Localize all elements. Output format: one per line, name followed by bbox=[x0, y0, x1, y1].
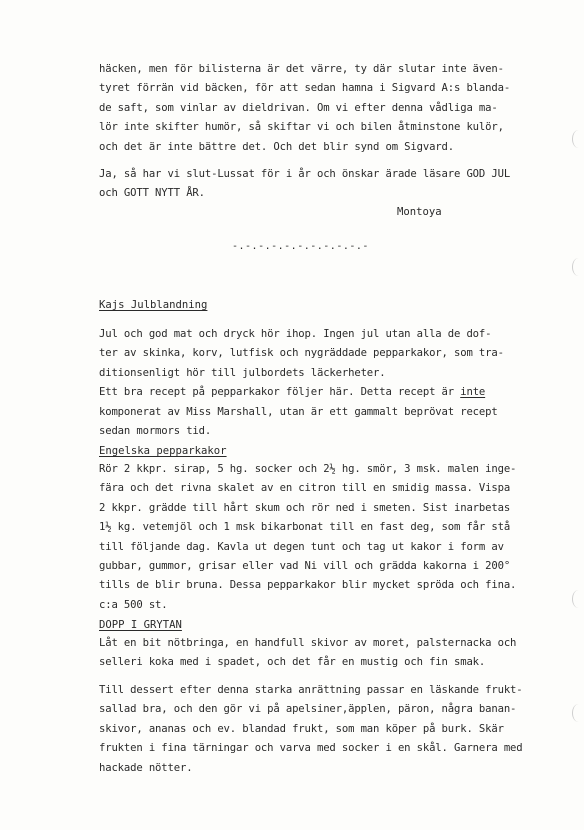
text-line-emph: Ett bra recept på pepparkakor följer här. Detta recept är inte bbox=[99, 386, 486, 399]
signature: Montoya bbox=[397, 206, 442, 218]
section1-body bbox=[99, 325, 539, 441]
text-line: Ja, så har vi slut-Lussat för i år och önskar ärade läsare GOD JUL bbox=[99, 168, 511, 180]
text-line: Till dessert efter denna starka anrättning passar en läskande frukt- bbox=[99, 684, 523, 696]
text-line: Rör 2 kkpr. sirap, 5 hg. socker och 2½ hg. smör, 3 msk. malen inge- bbox=[99, 463, 517, 475]
text-line: sedan mormors tid. bbox=[99, 424, 212, 437]
section2-body bbox=[99, 460, 539, 615]
section-engelska-pepparkakor bbox=[99, 442, 539, 461]
text-line: selleri koka med i spadet, och det får en mustig och fin smak. bbox=[99, 656, 486, 669]
separator-line: -.-.-.-.-.-.-.-.-.-.- bbox=[232, 241, 369, 252]
text-line: de saft, som vinlar av dieldrivan. Om vi efter denna vådliga ma- bbox=[99, 101, 498, 114]
punch-hole-mark bbox=[572, 258, 584, 276]
text-line: Låt en bit nötbringa, en handfull skivor av moret, palsternacka och bbox=[99, 637, 517, 649]
text-line: ter av skinka, korv, lutfisk och nygräddade pepparkakor, som tra- bbox=[99, 347, 504, 360]
text-line: c:a 500 st. bbox=[99, 598, 168, 611]
paragraph-intro bbox=[99, 60, 539, 157]
section3-body bbox=[99, 634, 539, 673]
punch-hole-mark bbox=[572, 704, 584, 722]
emphasized-word: inte bbox=[460, 386, 486, 399]
section-dopp-i-grytan bbox=[99, 616, 539, 635]
text-line: och GOTT NYTT ÅR. bbox=[99, 187, 205, 200]
punch-hole-mark bbox=[572, 130, 584, 148]
text-line: hackade nötter. bbox=[99, 761, 193, 774]
text-line: häcken, men för bilisterna är det värre, ty där slutar inte även- bbox=[99, 63, 504, 75]
section-kajs-julblandning bbox=[99, 296, 539, 315]
text-line: 2 kkpr. grädde till hårt skum och rör ned i smeten. Sist inarbetas bbox=[99, 501, 511, 514]
section3-dessert bbox=[99, 681, 539, 778]
text-line: 1½ kg. vetemjöl och 1 msk bikarbonat till en fast deg, som får stå bbox=[99, 521, 511, 534]
text-line: frukten i fina tärningar och varva med socker i en skål. Garnera med bbox=[99, 742, 523, 755]
text-line: gubbar, gummor, grisar eller vad Ni vill och grädda kakorna i 200° bbox=[99, 559, 511, 572]
section-heading: DOPP I GRYTAN bbox=[99, 619, 182, 631]
text-line: komponerat av Miss Marshall, utan är ett gammalt beprövat recept bbox=[99, 405, 498, 418]
text-line: fära och det rivna skalet av en citron till en smidig massa. Vispa bbox=[99, 482, 511, 495]
text-line: tills de blir bruna. Dessa pepparkakor blir mycket spröda och fina. bbox=[99, 579, 517, 592]
section-heading: Kajs Julblandning bbox=[99, 299, 208, 311]
text-line: sallad bra, och den gör vi på apelsiner,äpplen, päron, några banan- bbox=[99, 703, 517, 716]
paragraph-greeting bbox=[99, 165, 539, 204]
text-line: Jul och god mat och dryck hör ihop. Ingen jul utan alla de dof- bbox=[99, 328, 492, 340]
text-line: skivor, ananas och ev. blandad frukt, som man köper på burk. Skär bbox=[99, 722, 504, 735]
text-line: till följande dag. Kavla ut degen tunt och tag ut kakor i form av bbox=[99, 540, 504, 553]
text-line: lör inte skifter humör, så skiftar vi och bilen åtminstone kulör, bbox=[99, 121, 504, 134]
text-line: tyret förrän vid bäcken, för att sedan hamna i Sigvard A:s blanda- bbox=[99, 82, 511, 95]
section-heading: Engelska pepparkakor bbox=[99, 445, 227, 457]
text-line: och det är inte bättre det. Och det blir synd om Sigvard. bbox=[99, 140, 454, 153]
punch-hole-mark bbox=[572, 590, 584, 608]
text-line: ditionsenligt hör till julbordets läckerheter. bbox=[99, 366, 386, 379]
